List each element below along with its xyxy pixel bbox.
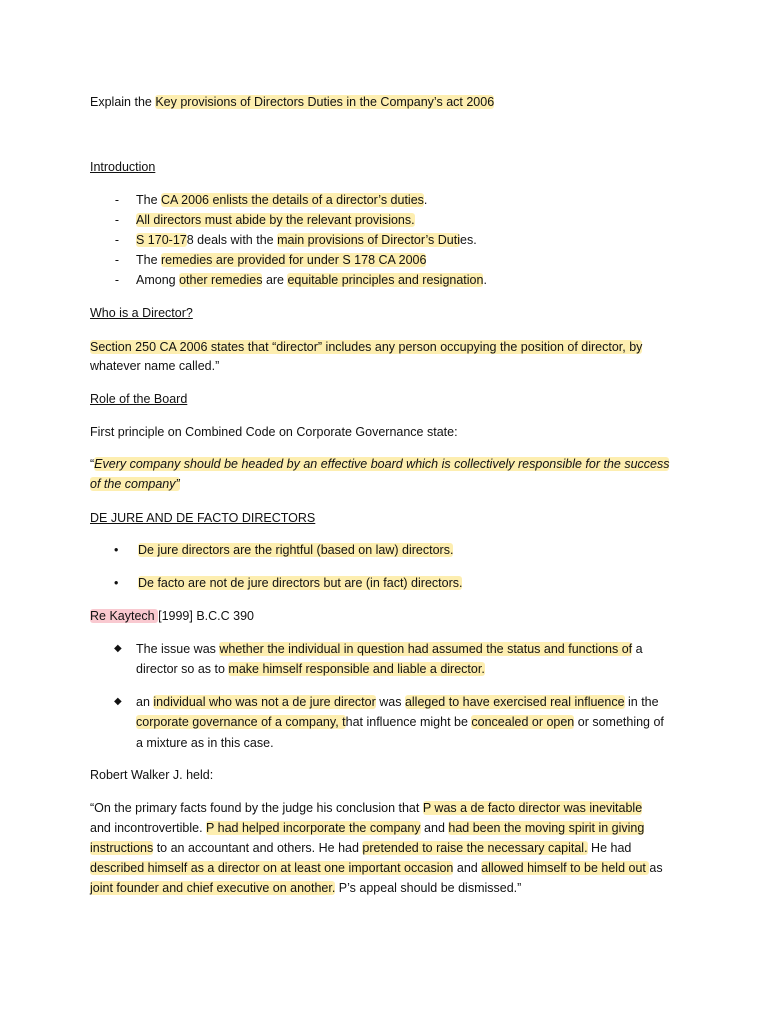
- dash-bullet: -: [114, 233, 120, 247]
- dash-bullet: -: [114, 273, 120, 287]
- case-citation: Re Kaytech [1999] B.C.C 390: [90, 609, 254, 623]
- diamond-bullet: ◆: [114, 696, 122, 707]
- dejure-item-2: De facto are not de jure directors but are (in fact) directors.: [138, 576, 463, 590]
- walker-quote-line-3: instructions to an accountant and others. He had pretended to raise the necessary capital. He had: [90, 841, 632, 855]
- intro-item-1: The CA 2006 enlists the details of a director’s duties.: [136, 193, 428, 207]
- held-label: Robert Walker J. held:: [90, 768, 214, 782]
- intro-item-2: All directors must abide by the relevant provisions.: [136, 213, 415, 227]
- role-heading: Role of the Board: [90, 392, 188, 406]
- document-title: Explain the Key provisions of Directors Duties in the Company’s act 2006: [90, 95, 495, 109]
- kaytech-point-1-line-2: director so as to make himself responsible and liable a director.: [136, 662, 485, 676]
- intro-item-5: Among other remedies are equitable principles and resignation.: [136, 273, 487, 287]
- introduction-heading: Introduction: [90, 160, 156, 174]
- intro-item-4: The remedies are provided for under S 178 CA 2006: [136, 253, 427, 267]
- title-highlight: Key provisions of Directors Duties in the Company’s act 2006: [155, 95, 495, 109]
- case-name: Re Kaytech: [90, 609, 159, 623]
- dash-bullet: -: [114, 253, 120, 267]
- who-line-1: Section 250 CA 2006 states that “director” includes any person occupying the position of director, by: [90, 340, 643, 354]
- kaytech-point-2-line-1: an individual who was not a de jure director was alleged to have exercised real influence in the: [136, 695, 659, 709]
- dejure-item-1: De jure directors are the rightful (based on law) directors.: [138, 543, 454, 557]
- round-bullet: •: [114, 543, 119, 557]
- dash-bullet: -: [114, 193, 120, 207]
- walker-quote-line-5: joint founder and chief executive on another. P’s appeal should be dismissed.”: [90, 881, 522, 895]
- round-bullet: •: [114, 576, 119, 590]
- walker-quote-line-2: and incontrovertible. P had helped incorporate the company and had been the moving spirit in giving: [90, 821, 645, 835]
- who-heading: Who is a Director?: [90, 306, 193, 320]
- walker-quote-line-4: described himself as a director on at least one important occasion and allowed himself to be held out as: [90, 861, 663, 875]
- kaytech-point-2-line-2: corporate governance of a company, that influence might be concealed or open or something of: [136, 715, 664, 729]
- dejure-heading: DE JURE AND DE FACTO DIRECTORS: [90, 511, 316, 525]
- dash-bullet: -: [114, 213, 120, 227]
- board-quote-line-1: “Every company should be headed by an effective board which is collectively responsible for the success: [90, 457, 670, 471]
- walker-quote-line-1: “On the primary facts found by the judge his conclusion that P was a de facto director was inevitable: [90, 801, 643, 815]
- board-quote-line-2: of the company”: [90, 477, 180, 491]
- diamond-bullet: ◆: [114, 643, 122, 654]
- who-line-2: whatever name called.”: [90, 359, 220, 373]
- kaytech-point-1-line-1: The issue was whether the individual in question had assumed the status and functions of a: [136, 642, 643, 656]
- principle-text: First principle on Combined Code on Corporate Governance state:: [90, 425, 458, 439]
- intro-item-3: S 170-178 deals with the main provisions of Director’s Duties.: [136, 233, 477, 247]
- kaytech-point-2-line-3: a mixture as in this case.: [136, 736, 274, 750]
